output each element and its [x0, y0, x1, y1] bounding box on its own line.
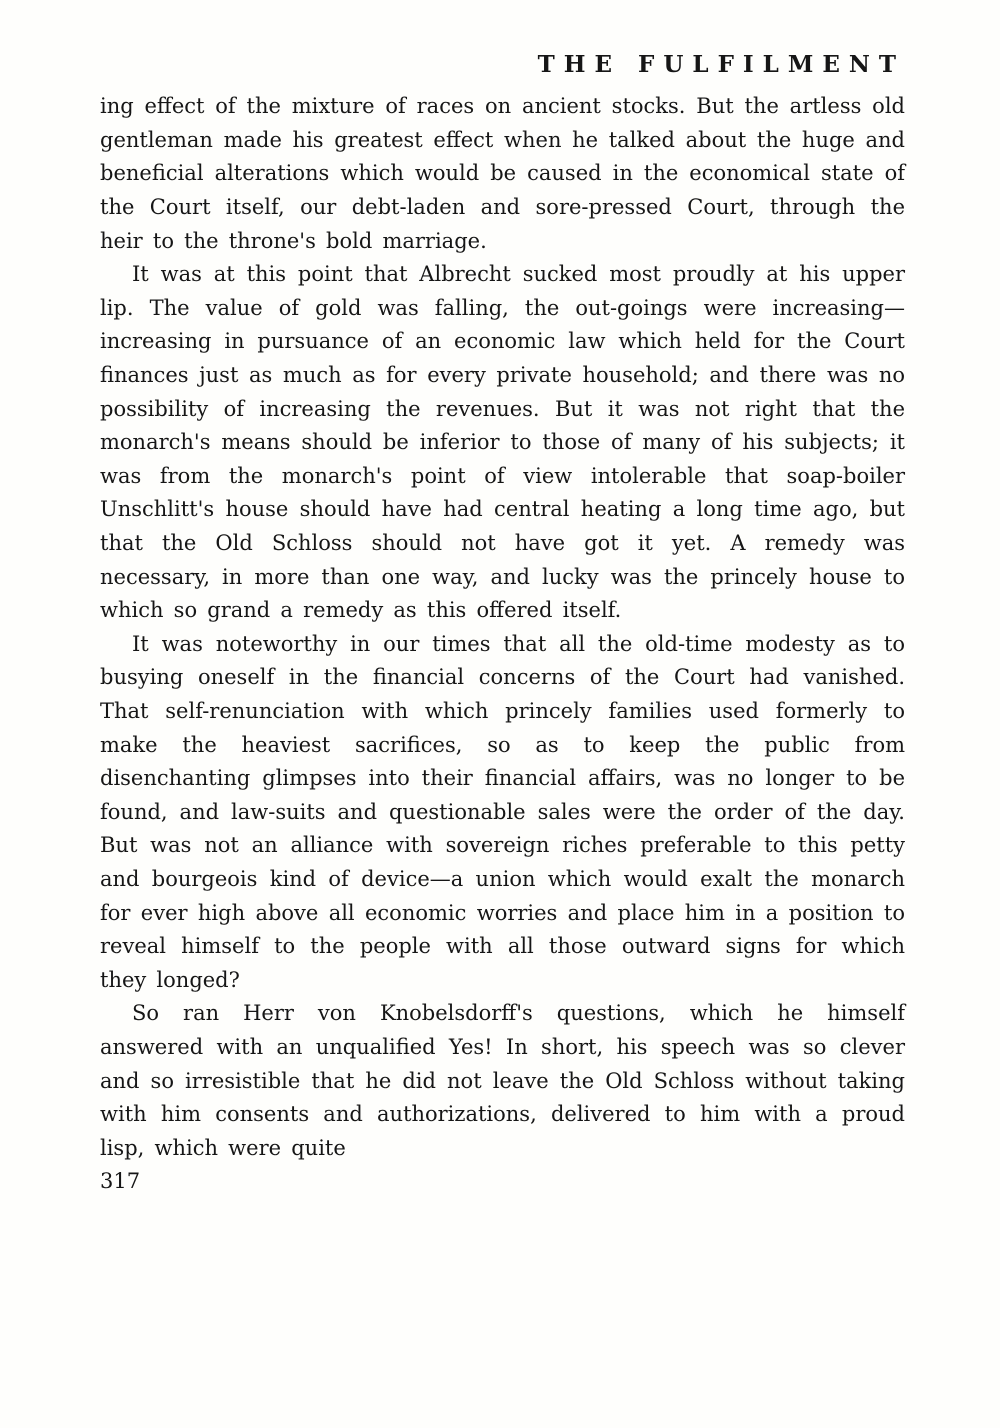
running-header: THE FULFILMENT — [537, 51, 905, 78]
page-body — [100, 90, 905, 1165]
paragraph-continuation: ing effect of the mixture of races on ancient stocks. But the artless old gentleman made his greatest effect when he talked about the huge and beneficial alterations which would be caused in the economical state of the Court itself, our debt-laden and sore-pressed Court, through the heir to the throne's bold marriage. — [100, 94, 905, 253]
paragraph: So ran Herr von Knobelsdorff's questions, which he himself answered with an unqualified Yes! In short, his speech was so clever and so irresistible that he did not leave the Old Schloss without taking with him consents and authorizations, delivered to him with a proud lisp, which were quite — [100, 1001, 905, 1160]
paragraph: It was at this point that Albrecht sucked most proudly at his upper lip. The value of gold was falling, the out-goings were increasing—increasing in pursuance of an economic law which held for the Court finances just as much as for every private household; and there was no possibility of increasing the revenues. But it was not right that the monarch's means should be inferior to those of many of his subjects; it was from the monarch's point of view intolerable that soap-boiler Unschlitt's house should have had central heating a long time ago, but that the Old Schloss should not have got it yet. A remedy was necessary, in more than one way, and lucky was the princely house to which so grand a remedy as this offered itself. — [100, 262, 905, 623]
paragraph: It was noteworthy in our times that all the old-time modesty as to busying oneself in the financial concerns of the Court had vanished. That self-renunciation with which princely families used formerly to make the heaviest sacrifices, so as to keep the public from disenchanting glimpses into their financial affairs, was no longer to be found, and law-suits and questionable sales were the order of the day. But was not an alliance with sovereign riches preferable to this petty and bourgeois kind of device—a union which would exalt the monarch for ever high above all economic worries and place him in a position to reveal himself to the people with all those outward signs for which they longed? — [100, 631, 905, 992]
page-number: 317 — [100, 1169, 141, 1194]
